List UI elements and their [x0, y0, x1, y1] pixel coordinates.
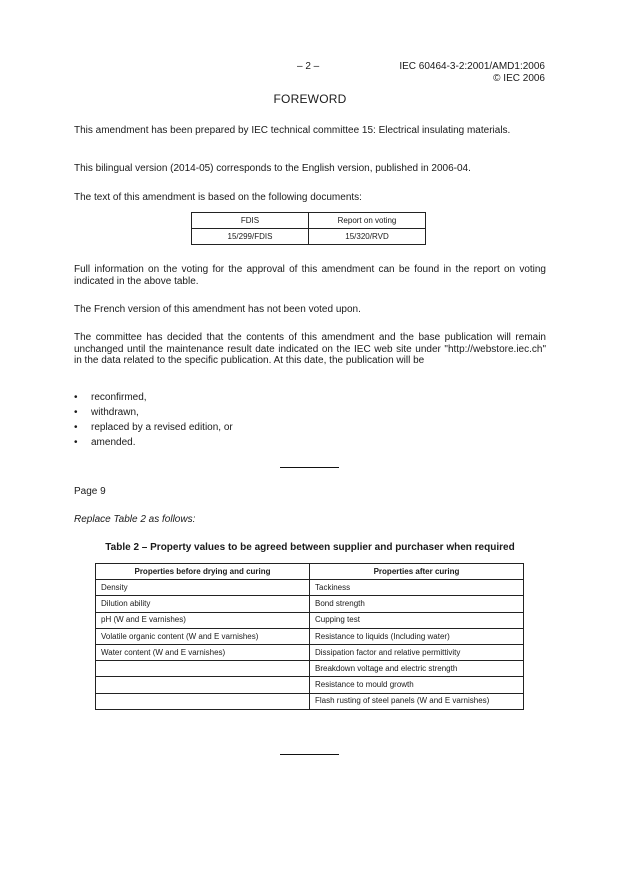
list-item: • amended.	[74, 437, 136, 448]
table-cell: 15/299/FDIS	[192, 229, 309, 245]
paragraph-based-on: The text of this amendment is based on the following documents:	[74, 192, 362, 203]
table-cell: Dissipation factor and relative permittivity	[310, 644, 524, 660]
end-divider	[280, 754, 339, 755]
publication-outcomes-list	[74, 390, 233, 450]
table-cell: Cupping test	[310, 612, 524, 628]
paragraph-maintenance: The committee has decided that the contents of this amendment and the base publication will remain unchanged until the maintenance result date indicated on the IEC web site under "http://webstore.iec.ch" in the data related to the specific publication. At this date, the publication will be	[74, 332, 546, 366]
paragraph-voting-info: Full information on the voting for the approval of this amendment can be found in the report on voting indicated in the above table.	[74, 264, 546, 287]
document-header	[399, 61, 545, 84]
documents-table	[191, 212, 426, 245]
table-cell	[96, 693, 310, 709]
table-cell	[96, 661, 310, 677]
bullet-icon: •	[74, 437, 78, 448]
table-row	[96, 596, 524, 612]
properties-table	[95, 563, 524, 710]
table-header-cell: Properties after curing	[310, 564, 524, 580]
table-cell: Resistance to liquids (Including water)	[310, 628, 524, 644]
table-cell: Breakdown voltage and electric strength	[310, 661, 524, 677]
page-reference: Page 9	[74, 486, 106, 497]
table-row	[192, 229, 426, 245]
bullet-icon: •	[74, 422, 78, 433]
list-item: • replaced by a revised edition, or	[74, 422, 233, 433]
table-cell: Flash rusting of steel panels (W and E varnishes)	[310, 693, 524, 709]
table-header-row	[96, 564, 524, 580]
table-header-row	[192, 213, 426, 229]
paragraph-bilingual-version: This bilingual version (2014-05) corresponds to the English version, published in 2006-04.	[74, 163, 471, 174]
table-header-cell: Report on voting	[309, 213, 426, 229]
table-cell: Water content (W and E varnishes)	[96, 644, 310, 660]
copyright-notice: © IEC 2006	[493, 72, 545, 84]
table-cell: 15/320/RVD	[309, 229, 426, 245]
list-item: • withdrawn,	[74, 407, 139, 418]
table-cell: Resistance to mould growth	[310, 677, 524, 693]
table-caption: Table 2 – Property values to be agreed between supplier and purchaser when required	[105, 542, 515, 553]
bullet-icon: •	[74, 392, 78, 403]
table-cell: Bond strength	[310, 596, 524, 612]
table-row	[96, 612, 524, 628]
table-cell: pH (W and E varnishes)	[96, 612, 310, 628]
table-cell: Tackiness	[310, 580, 524, 596]
section-divider	[280, 467, 339, 468]
table-cell: Dilution ability	[96, 596, 310, 612]
table-row	[96, 644, 524, 660]
table-header-cell: FDIS	[192, 213, 309, 229]
table-cell	[96, 677, 310, 693]
table-row	[96, 580, 524, 596]
bullet-icon: •	[74, 407, 78, 418]
table-row	[96, 628, 524, 644]
table-row	[96, 661, 524, 677]
page-title: FOREWORD	[273, 92, 347, 106]
table-header-cell: Properties before drying and curing	[96, 564, 310, 580]
table-row	[96, 677, 524, 693]
table-cell: Density	[96, 580, 310, 596]
paragraph-french-version: The French version of this amendment has not been voted upon.	[74, 304, 361, 315]
document-reference: IEC 60464-3-2:2001/AMD1:2006	[399, 61, 545, 72]
table-cell: Volatile organic content (W and E varnishes)	[96, 628, 310, 644]
list-item: • reconfirmed,	[74, 392, 147, 403]
table-row	[96, 693, 524, 709]
paragraph-committee: This amendment has been prepared by IEC technical committee 15: Electrical insulating materials.	[74, 125, 511, 136]
replace-instruction: Replace Table 2 as follows:	[74, 514, 196, 525]
page-number: – 2 –	[297, 61, 320, 72]
